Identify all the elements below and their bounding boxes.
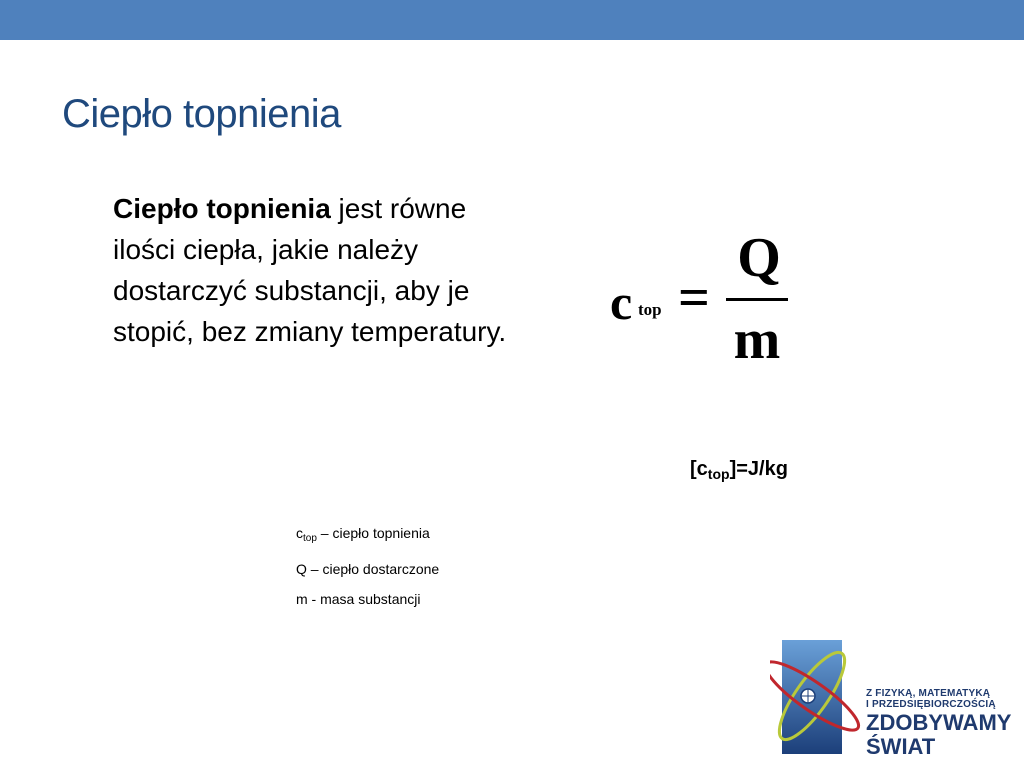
legend-symbol: c [296, 525, 303, 541]
legend-text: Q – ciepło dostarczone [296, 561, 440, 577]
formula-lhs-subscript: top [638, 300, 662, 319]
legend-item [296, 518, 439, 554]
header-bar [0, 0, 1024, 40]
legend-subscript: top [303, 533, 317, 544]
legend-text: – ciepło topnienia [316, 525, 430, 541]
definition-text [113, 188, 513, 352]
unit-close: ]=J/kg [729, 458, 788, 480]
formula-denominator: m [733, 309, 781, 371]
definition-term: Ciepło topnienia [113, 193, 331, 224]
definition-body: jest równe ilości ciepła, jakie należy dostarczyć substancji, aby je stopić, bez zmiany temperatury. [113, 193, 507, 347]
legend-text: m - masa substancji [296, 591, 421, 607]
slide-title: Ciepło topnienia [62, 92, 341, 136]
unit-open: [c [690, 458, 708, 480]
unit-expression [690, 458, 788, 482]
logo-line-4: ŚWIAT [866, 734, 936, 759]
unit-subscript: top [707, 466, 730, 482]
logo-line-3: ZDOBYWAMY [866, 710, 1012, 735]
fraction-bar [726, 298, 788, 301]
formula-numerator: Q [737, 227, 781, 289]
legend-item [296, 584, 439, 614]
formula-equals: = [678, 267, 710, 329]
logo-line-1: Z FIZYKĄ, MATEMATYKĄ [866, 688, 991, 699]
symbol-legend [296, 518, 439, 614]
logo-line-2: I PRZEDSIĘBIORCZOŚCIĄ [866, 699, 996, 710]
legend-item [296, 554, 439, 584]
formula-lhs-symbol: c [610, 274, 633, 330]
logo-text [866, 688, 1024, 758]
melting-heat-formula [608, 227, 798, 371]
